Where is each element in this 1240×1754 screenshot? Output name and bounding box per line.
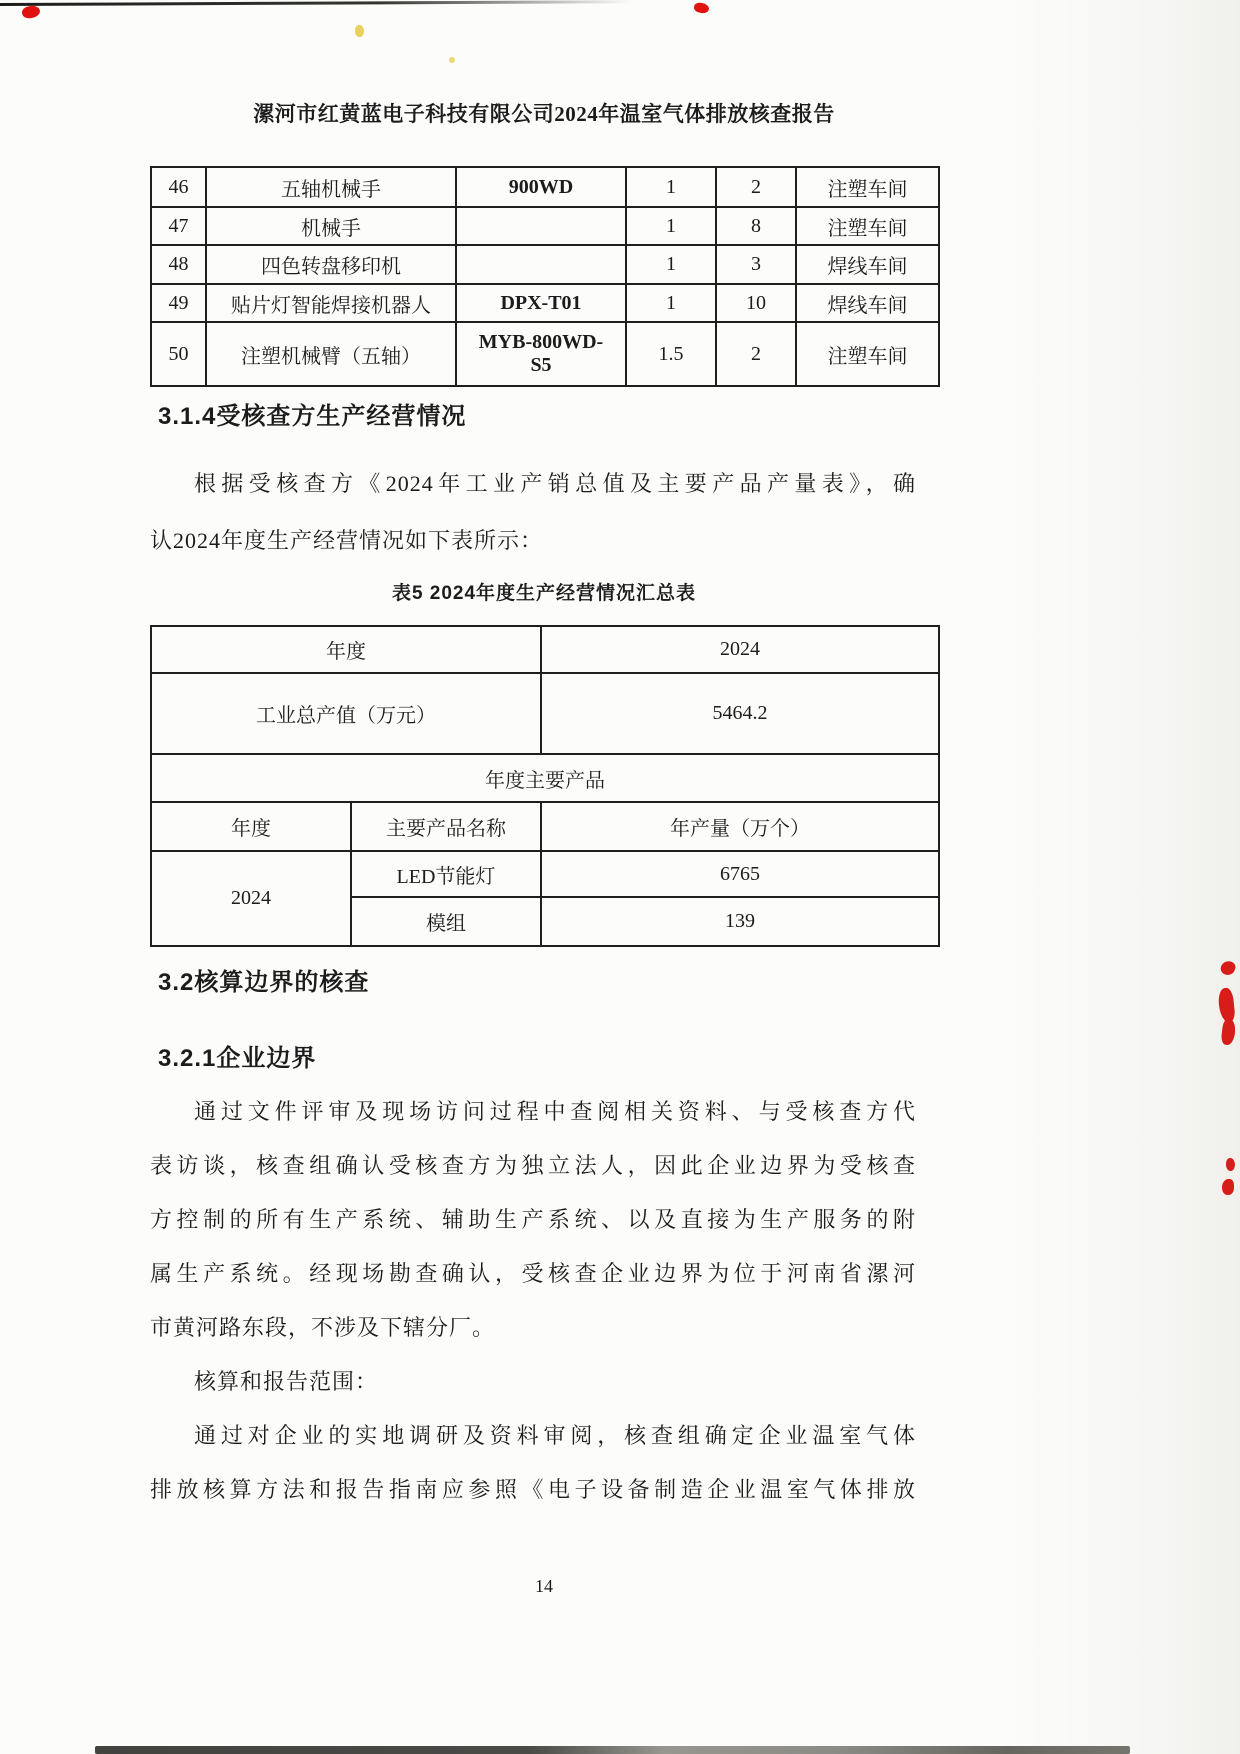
scope-paragraph: [150, 1409, 916, 1517]
cell-value: 1: [626, 207, 716, 245]
production-summary-table: [150, 625, 940, 947]
paragraph-line: 表访谈，核查组确认受核查方为独立法人，因此企业边界为受核查: [150, 1153, 916, 1178]
cell-value: 1.5: [626, 322, 716, 386]
table-row: [151, 284, 939, 322]
cell-workshop: 注塑车间: [796, 207, 939, 245]
paragraph-line: 根据受核查方《2024年工业产销总值及主要产品产量表》，确: [194, 471, 916, 496]
cell-product-qty: 6765: [541, 851, 939, 897]
cell-year: 2024: [151, 851, 351, 946]
cell-model: [456, 207, 626, 245]
cell-value: 3: [716, 245, 796, 284]
cell-year-value: 2024: [541, 626, 939, 673]
paragraph-3-1-4: [150, 455, 916, 569]
cell-output-label: 工业总产值（万元）: [151, 673, 541, 754]
cell-model: 900WD: [456, 167, 626, 207]
page-number: 14: [535, 1576, 553, 1596]
cell-product-name: 模组: [351, 897, 541, 946]
cell-output-value: 5464.2: [541, 673, 939, 754]
red-ink-mark: [1217, 987, 1235, 1022]
paragraph-line: 通过对企业的实地调研及资料审阅，核查组确定企业温室气体: [194, 1423, 916, 1448]
red-ink-mark: [1222, 1179, 1234, 1195]
cell-value: 1: [626, 167, 716, 207]
cell-value: 2: [716, 167, 796, 207]
cell-no: 46: [151, 167, 206, 207]
cell-year-label: 年度: [151, 626, 541, 673]
cell-model: [456, 245, 626, 284]
paragraph-line: 属生产系统。经现场勘查确认，受核查企业边界为位于河南省漯河: [150, 1261, 916, 1286]
cell-col-product: 主要产品名称: [351, 802, 541, 851]
paragraph-3-2-1: [150, 1085, 916, 1355]
paragraph-line: 市黄河路东段，不涉及下辖分厂。: [150, 1315, 496, 1340]
cell-name: 注塑机械臂（五轴）: [206, 322, 456, 386]
table-row: [151, 322, 939, 386]
paragraph-line: 核算和报告范围：: [194, 1369, 379, 1394]
cell-model: DPX-T01: [456, 284, 626, 322]
cell-col-year: 年度: [151, 802, 351, 851]
table-row: [151, 245, 939, 284]
paragraph-line: 排放核算方法和报告指南应参照《电子设备制造企业温室气体排放: [150, 1477, 916, 1502]
paragraph-line: 方控制的所有生产系统、辅助生产系统、以及直接为生产服务的附: [150, 1207, 916, 1232]
paragraph-line: 认2024年度生产经营情况如下表所示：: [150, 528, 544, 553]
cell-value: 10: [716, 284, 796, 322]
cell-no: 50: [151, 322, 206, 386]
cell-no: 48: [151, 245, 206, 284]
red-ink-mark: [1219, 959, 1237, 977]
scan-edge-artifact: [0, 0, 632, 6]
cell-model: MYB-800WD-S5: [456, 322, 626, 386]
table-row: [151, 754, 939, 802]
table5-caption: 表5 2024年度生产经营情况汇总表: [391, 583, 697, 604]
cell-col-volume: 年产量（万个）: [541, 802, 939, 851]
equipment-table: [150, 166, 940, 387]
red-ink-mark: [1226, 1158, 1235, 1171]
cell-name: 四色转盘移印机: [206, 245, 456, 284]
table-row: [151, 626, 939, 673]
paragraph-line: 通过文件评审及现场访问过程中查阅相关资料、与受核查方代: [194, 1099, 916, 1124]
cell-no: 49: [151, 284, 206, 322]
table-row: [151, 207, 939, 245]
table-row: [151, 167, 939, 207]
table-row: [151, 802, 939, 851]
red-ink-mark: [21, 4, 41, 19]
scope-label-paragraph: [150, 1355, 916, 1409]
cell-value: 1: [626, 284, 716, 322]
cell-value: 2: [716, 322, 796, 386]
cell-workshop: 注塑车间: [796, 167, 939, 207]
section-heading-3-2-1: 3.2.1企业边界: [158, 1045, 317, 1072]
cell-product-name: LED节能灯: [351, 851, 541, 897]
yellow-speck: [449, 57, 455, 63]
cell-name: 贴片灯智能焊接机器人: [206, 284, 456, 322]
section-heading-3-1-4: 3.1.4受核查方生产经营情况: [158, 403, 467, 430]
cell-value: 1: [626, 245, 716, 284]
cell-value: 8: [716, 207, 796, 245]
table-row: [151, 851, 939, 897]
red-ink-mark: [1220, 1018, 1236, 1045]
cell-products-header: 年度主要产品: [151, 754, 939, 802]
yellow-speck: [355, 25, 364, 37]
cell-workshop: 注塑车间: [796, 322, 939, 386]
cell-name: 机械手: [206, 207, 456, 245]
red-ink-mark: [693, 2, 709, 14]
cell-workshop: 焊线车间: [796, 284, 939, 322]
section-heading-3-2: 3.2核算边界的核查: [158, 969, 370, 996]
table-row: [151, 673, 939, 754]
cell-workshop: 焊线车间: [796, 245, 939, 284]
cell-name: 五轴机械手: [206, 167, 456, 207]
cell-product-qty: 139: [541, 897, 939, 946]
cell-no: 47: [151, 207, 206, 245]
scan-bottom-artifact: [95, 1746, 1130, 1754]
page-header-title: 漯河市红黄蓝电子科技有限公司2024年温室气体排放核查报告: [253, 102, 835, 126]
